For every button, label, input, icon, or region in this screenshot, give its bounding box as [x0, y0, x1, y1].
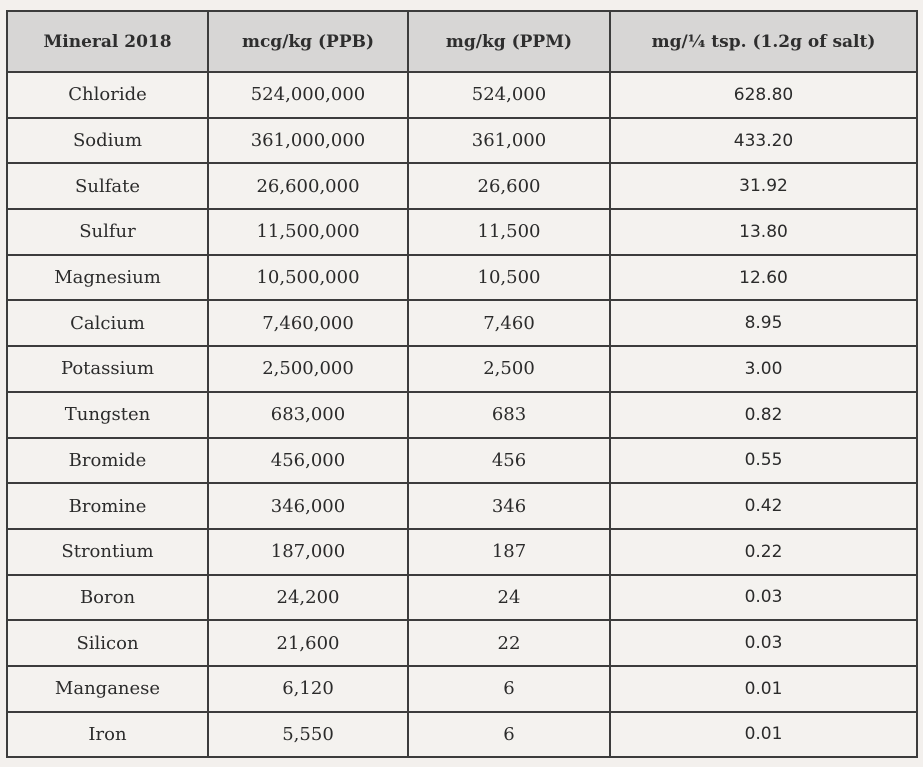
header-mg-per-kg: mg/kg (PPM) [408, 11, 610, 72]
table-row [7, 300, 917, 346]
mg-per-quarter-tsp-cell: 0.03 [610, 575, 917, 621]
mineral-name-cell: Calcium [7, 300, 208, 346]
mg-per-quarter-tsp-cell: 0.55 [610, 438, 917, 484]
mg-per-kg-cell: 346 [408, 483, 610, 529]
mg-per-kg-cell: 11,500 [408, 209, 610, 255]
mcg-per-kg-cell: 361,000,000 [208, 118, 408, 164]
mineral-name-cell: Silicon [7, 620, 208, 666]
mg-per-quarter-tsp-cell: 433.20 [610, 118, 917, 164]
mg-per-quarter-tsp-cell: 31.92 [610, 163, 917, 209]
table-row [7, 392, 917, 438]
table-header [7, 11, 917, 72]
table-row [7, 163, 917, 209]
mg-per-quarter-tsp-cell: 12.60 [610, 255, 917, 301]
mineral-name-cell: Bromine [7, 483, 208, 529]
mcg-per-kg-cell: 346,000 [208, 483, 408, 529]
mineral-name-cell: Sulfate [7, 163, 208, 209]
mcg-per-kg-cell: 6,120 [208, 666, 408, 712]
mg-per-quarter-tsp-cell: 0.01 [610, 712, 917, 758]
mineral-name-cell: Manganese [7, 666, 208, 712]
mg-per-quarter-tsp-cell: 8.95 [610, 300, 917, 346]
mineral-table-container [6, 10, 916, 758]
table-row [7, 438, 917, 484]
mg-per-kg-cell: 6 [408, 666, 610, 712]
mcg-per-kg-cell: 683,000 [208, 392, 408, 438]
table-body [7, 72, 917, 757]
mg-per-kg-cell: 10,500 [408, 255, 610, 301]
mg-per-kg-cell: 6 [408, 712, 610, 758]
mcg-per-kg-cell: 456,000 [208, 438, 408, 484]
mcg-per-kg-cell: 24,200 [208, 575, 408, 621]
mcg-per-kg-cell: 26,600,000 [208, 163, 408, 209]
mcg-per-kg-cell: 187,000 [208, 529, 408, 575]
header-mineral: Mineral 2018 [7, 11, 208, 72]
table-row [7, 712, 917, 758]
table-row [7, 118, 917, 164]
header-mg-per-quarter-tsp: mg/¼ tsp. (1.2g of salt) [610, 11, 917, 72]
table-row [7, 255, 917, 301]
mineral-name-cell: Magnesium [7, 255, 208, 301]
mineral-name-cell: Iron [7, 712, 208, 758]
header-row [7, 11, 917, 72]
mg-per-quarter-tsp-cell: 13.80 [610, 209, 917, 255]
mg-per-quarter-tsp-cell: 3.00 [610, 346, 917, 392]
mg-per-kg-cell: 683 [408, 392, 610, 438]
table-row [7, 483, 917, 529]
mcg-per-kg-cell: 5,550 [208, 712, 408, 758]
mineral-name-cell: Boron [7, 575, 208, 621]
mg-per-kg-cell: 24 [408, 575, 610, 621]
mg-per-quarter-tsp-cell: 0.82 [610, 392, 917, 438]
mg-per-kg-cell: 22 [408, 620, 610, 666]
mg-per-kg-cell: 361,000 [408, 118, 610, 164]
mineral-name-cell: Sulfur [7, 209, 208, 255]
table-row [7, 529, 917, 575]
mcg-per-kg-cell: 2,500,000 [208, 346, 408, 392]
table-row [7, 72, 917, 118]
mg-per-kg-cell: 187 [408, 529, 610, 575]
mg-per-kg-cell: 2,500 [408, 346, 610, 392]
table-row [7, 620, 917, 666]
table-row [7, 209, 917, 255]
mcg-per-kg-cell: 524,000,000 [208, 72, 408, 118]
mineral-name-cell: Strontium [7, 529, 208, 575]
mg-per-quarter-tsp-cell: 628.80 [610, 72, 917, 118]
mineral-name-cell: Potassium [7, 346, 208, 392]
header-mcg-per-kg: mcg/kg (PPB) [208, 11, 408, 72]
mcg-per-kg-cell: 21,600 [208, 620, 408, 666]
mineral-name-cell: Tungsten [7, 392, 208, 438]
mineral-name-cell: Bromide [7, 438, 208, 484]
mineral-table [6, 10, 918, 758]
mcg-per-kg-cell: 10,500,000 [208, 255, 408, 301]
mg-per-quarter-tsp-cell: 0.42 [610, 483, 917, 529]
mg-per-quarter-tsp-cell: 0.03 [610, 620, 917, 666]
mg-per-kg-cell: 524,000 [408, 72, 610, 118]
table-row [7, 666, 917, 712]
table-row [7, 346, 917, 392]
mg-per-kg-cell: 7,460 [408, 300, 610, 346]
mineral-name-cell: Sodium [7, 118, 208, 164]
table-row [7, 575, 917, 621]
mcg-per-kg-cell: 7,460,000 [208, 300, 408, 346]
mg-per-quarter-tsp-cell: 0.22 [610, 529, 917, 575]
mineral-name-cell: Chloride [7, 72, 208, 118]
mg-per-quarter-tsp-cell: 0.01 [610, 666, 917, 712]
mg-per-kg-cell: 456 [408, 438, 610, 484]
mcg-per-kg-cell: 11,500,000 [208, 209, 408, 255]
mg-per-kg-cell: 26,600 [408, 163, 610, 209]
